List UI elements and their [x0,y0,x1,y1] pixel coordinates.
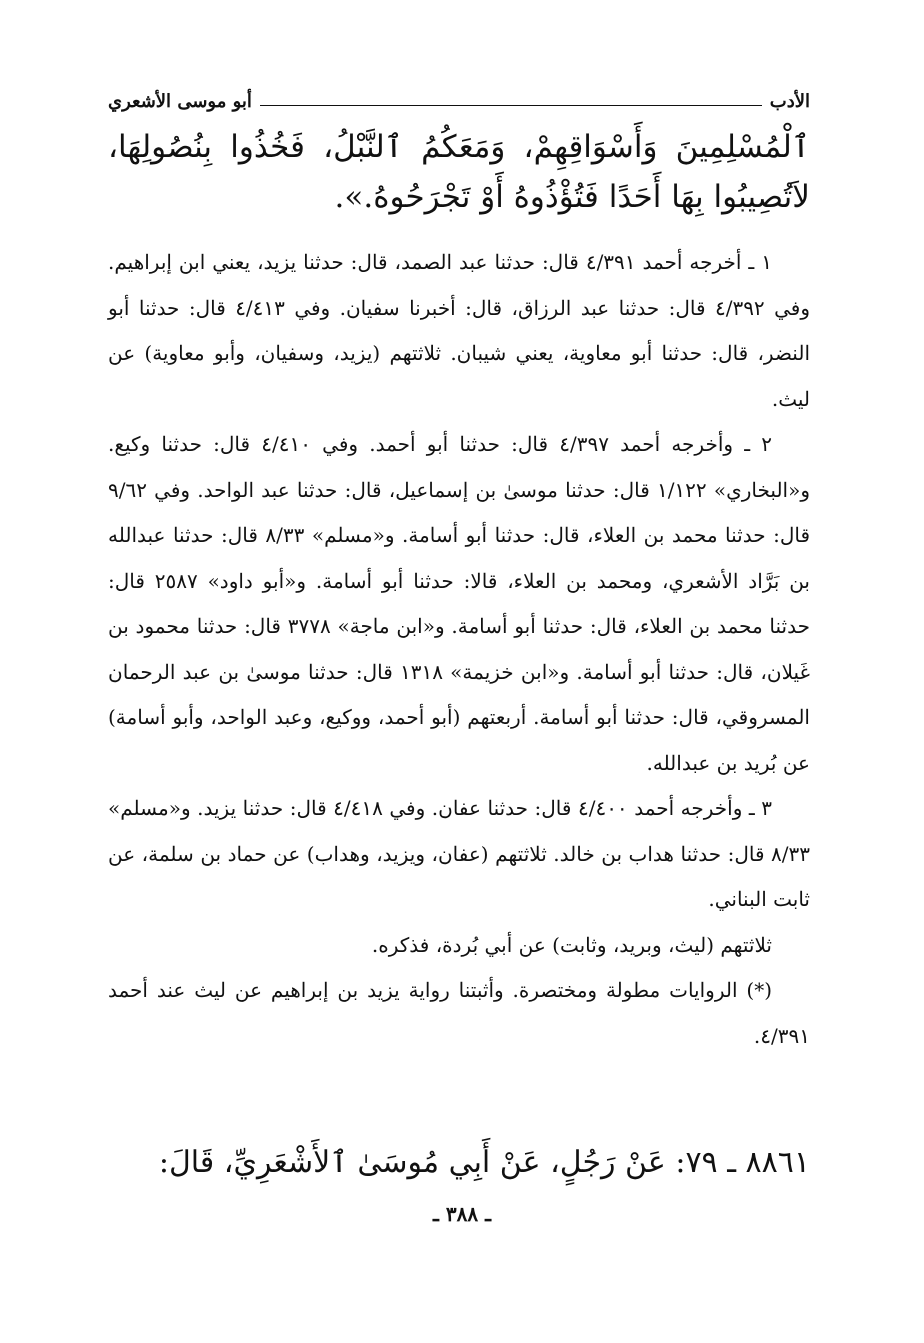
note-paragraph: ثلاثتهم (ليث، وبريد، وثابت) عن أبي بُردة، فذكره. [371,932,772,957]
takhrij-notes [108,240,810,1059]
page-number: ـ ٣٨٨ ـ [433,1202,491,1226]
note-paragraph: ١ ـ أخرجه أحمد ٤/٣٩١ قال: حدثنا عبد الصمد، قال: حدثنا يزيد، يعني ابن إبراهيم. وفي ٤/٣٩٢ قال: حدثنا عبد الرزاق، قال: أخبرنا سفيان. وفي ٤/٤١٣ قال: حدثنا أبو النضر، قال: حدثنا أبو معاوية، يعني شيبان. ثلاثتهم (يزيد، وسفيان، وأبو معاوية) عن ليث. [108,250,810,411]
next-hadith-heading: ٨٨٦١ ـ ٧٩: عَنْ رَجُلٍ، عَنْ أَبِي مُوسَىٰ ٱلأَشْعَرِيِّ، قَالَ: [158,1145,810,1180]
note-paragraph: ٣ ـ وأخرجه أحمد ٤/٤٠٠ قال: حدثنا عفان. وفي ٤/٤١٨ قال: حدثنا يزيد. و«مسلم» ٨/٣٣ قال: حدثنا هداب بن خالد. ثلاثتهم (عفان، ويزيد، وهداب) عن حماد بن سلمة، عن ثابت البناني. [108,796,810,911]
chapter-title: الأدب [769,91,810,112]
author-title: أبو موسى الأشعري [108,91,252,112]
header-rule [260,105,762,106]
note-paragraph: (*) الروايات مطولة ومختصرة. وأثبتنا رواية يزيد بن إبراهيم عن ليث عند أحمد ٤/٣٩١. [108,978,810,1048]
note-paragraph: ٢ ـ وأخرجه أحمد ٤/٣٩٧ قال: حدثنا أبو أحمد. وفي ٤/٤١٠ قال: حدثنا وكيع. و«البخاري» ١/١٢٢ قال: حدثنا موسىٰ بن إسماعيل، قال: حدثنا عبد الواحد. وفي ٩/٦٢ قال: حدثنا محمد بن العلاء، قال: حدثنا أبو أسامة. و«مسلم» ٨/٣٣ قال: حدثنا عبدالله بن بَرَّاد الأشعري، ومحمد بن العلاء، قالا: حدثنا أبو أسامة. و«أبو داود» ٢٥٨٧ قال: حدثنا محمد بن العلاء، قال: حدثنا أبو أسامة. و«ابن ماجة» ٣٧٧٨ قال: حدثنا محمود بن غَيلان، قال: حدثنا أبو أسامة. و«ابن خزيمة» ١٣١٨ قال: حدثنا موسىٰ بن عبد الرحمان المسروقي، قال: حدثنا أبو أسامة. أربعتهم (أبو أحمد، ووكيع، وعبد الواحد، وأبو أسامة) عن بُريد بن عبدالله. [108,432,811,775]
running-header [108,84,810,112]
hadith-text-continuation: ٱلْمُسْلِمِينَ وَأَسْوَاقِهِمْ، وَمَعَكُمُ ٱلنَّبْلُ، فَخُذُوا بِنُصُولِهَا، لاَتُصِيبُوا بِهَا أَحَدًا فَتُؤْذُوهُ أَوْ تَجْرَحُوهُ.». [108,129,810,215]
